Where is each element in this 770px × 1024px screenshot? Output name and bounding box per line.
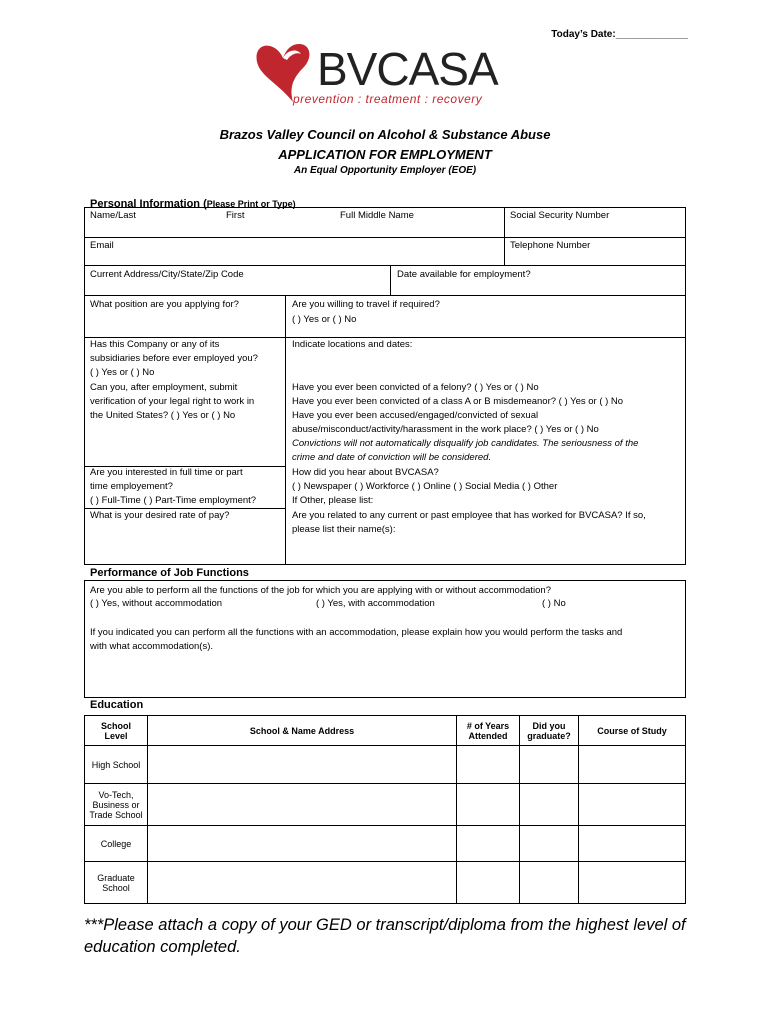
abuse-options[interactable]: abuse/misconduct/activity/harassment in the work place? ( ) Yes or ( ) No — [292, 424, 599, 435]
convictions-note: crime and date of conviction will be considered. — [292, 452, 492, 463]
row-label-high-school: High School — [85, 746, 148, 784]
col-divider — [390, 265, 391, 295]
years-cell[interactable] — [457, 784, 520, 826]
travel-question: Are you willing to travel if required? — [292, 299, 440, 310]
col-years: # of Years Attended — [457, 716, 520, 746]
school-cell[interactable] — [148, 746, 457, 784]
employed-options[interactable]: ( ) Yes or ( ) No — [90, 367, 155, 378]
col-divider — [504, 207, 505, 265]
related-question[interactable]: Are you related to any current or past employee that has worked for BVCASA? If so, — [292, 510, 646, 521]
table-row[interactable] — [85, 746, 686, 784]
hear-options[interactable]: ( ) Newspaper ( ) Workforce ( ) Online ( ) Social Media ( ) Other — [292, 481, 558, 492]
travel-options[interactable]: ( ) Yes or ( ) No — [292, 314, 357, 325]
attachment-note: ***Please attach a copy of your GED or transcript/diploma from the highest level of education completed. — [84, 916, 686, 956]
graduate-cell[interactable] — [520, 784, 579, 826]
perf-option-no[interactable]: ( ) No — [542, 598, 566, 609]
logo-tagline: prevention : treatment : recovery — [293, 92, 483, 106]
date-available-field[interactable]: Date available for employment? — [397, 269, 531, 280]
fulltime-options[interactable]: ( ) Full-Time ( ) Part-Time employment? — [90, 495, 257, 506]
related-question: please list their name(s): — [292, 524, 396, 535]
perf-option-with[interactable]: ( ) Yes, with accommodation — [316, 598, 435, 609]
graduate-cell[interactable] — [520, 862, 579, 904]
col-school-level: School Level — [85, 716, 148, 746]
years-cell[interactable] — [457, 826, 520, 862]
education-header-row — [85, 716, 686, 746]
legal-options[interactable]: the United States? ( ) Yes or ( ) No — [90, 410, 236, 421]
eoe-subtitle: An Equal Opportunity Employer (EOE) — [293, 165, 477, 176]
course-cell[interactable] — [579, 862, 686, 904]
course-cell[interactable] — [579, 826, 686, 862]
misdemeanor-question[interactable]: Have you ever been convicted of a class A or B misdemeanor? ( ) Yes or ( ) No — [292, 396, 624, 407]
hear-question: How did you hear about BVCASA? — [292, 467, 439, 478]
col-school-name: School & Name Address — [148, 716, 457, 746]
perf-explain[interactable]: If you indicated you can perform all the functions with an accommodation, please explain how you would perform the tasks and — [90, 627, 623, 638]
course-cell[interactable] — [579, 784, 686, 826]
performance-heading: Performance of Job Functions — [90, 567, 249, 579]
row-divider — [84, 295, 686, 296]
perf-option-without[interactable]: ( ) Yes, without accommodation — [90, 598, 223, 609]
employed-question: Has this Company or any of its — [90, 339, 220, 350]
pay-rate-field[interactable]: What is your desired rate of pay? — [90, 510, 230, 521]
logo-text: BVCASA — [317, 43, 498, 95]
fulltime-question: Are you interested in full time or part — [90, 467, 243, 478]
position-field[interactable]: What position are you applying for? — [90, 299, 239, 310]
row-divider — [84, 237, 686, 238]
legal-question: verification of your legal right to work in — [90, 396, 255, 407]
table-row[interactable] — [85, 862, 686, 904]
table-row[interactable] — [85, 826, 686, 862]
table-row[interactable] — [85, 784, 686, 826]
row-label-college: College — [85, 826, 148, 862]
perf-explain: with what accommodation(s). — [90, 641, 214, 652]
felony-question[interactable]: Have you ever been convicted of a felony? ( ) Yes or ( ) No — [292, 382, 539, 393]
todays-date[interactable]: Today’s Date:_____________ — [551, 29, 688, 40]
row-label-vo-tech: Vo-Tech, Business or Trade School — [85, 784, 148, 826]
form-title: APPLICATION FOR EMPLOYMENT — [278, 147, 492, 162]
email-field[interactable]: Email — [90, 240, 114, 251]
row-divider — [84, 265, 686, 266]
education-table — [84, 715, 686, 904]
name-first-field[interactable]: First — [226, 210, 245, 221]
school-cell[interactable] — [148, 784, 457, 826]
legal-question: Can you, after employment, submit — [90, 382, 238, 393]
col-graduate: Did you graduate? — [520, 716, 579, 746]
employed-question: subsidiaries before ever employed you? — [90, 353, 258, 364]
col-course: Course of Study — [579, 716, 686, 746]
name-middle-field[interactable]: Full Middle Name — [340, 210, 414, 221]
school-cell[interactable] — [148, 826, 457, 862]
address-field[interactable]: Current Address/City/State/Zip Code — [90, 269, 244, 280]
personal-heading-note: Please Print or Type) — [206, 199, 296, 209]
graduate-cell[interactable] — [520, 746, 579, 784]
education-heading: Education — [90, 699, 144, 711]
abuse-question: Have you ever been accused/engaged/convicted of sexual — [292, 410, 539, 421]
org-name: Brazos Valley Council on Alcohol & Substance Abuse — [219, 127, 551, 142]
fulltime-question: time employement? — [90, 481, 173, 492]
bvcasa-logo — [253, 40, 498, 110]
convictions-note: Convictions will not automatically disqualify job candidates. The seriousness of the — [292, 438, 639, 449]
phone-field[interactable]: Telephone Number — [510, 240, 591, 251]
years-cell[interactable] — [457, 746, 520, 784]
school-cell[interactable] — [148, 862, 457, 904]
ssn-field[interactable]: Social Security Number — [510, 210, 610, 221]
personal-heading: Personal Information (Please Print or Type) — [90, 198, 296, 210]
locations-field[interactable]: Indicate locations and dates: — [292, 339, 413, 350]
years-cell[interactable] — [457, 862, 520, 904]
hear-other-field[interactable]: If Other, please list: — [292, 495, 374, 506]
graduate-cell[interactable] — [520, 826, 579, 862]
performance-question: Are you able to perform all the functions of the job for which you are applying with or without accommodation? — [90, 585, 552, 596]
course-cell[interactable] — [579, 746, 686, 784]
row-label-graduate-school: Graduate School — [85, 862, 148, 904]
name-last-field[interactable]: Name/Last — [90, 210, 136, 221]
col-divider — [285, 295, 286, 565]
